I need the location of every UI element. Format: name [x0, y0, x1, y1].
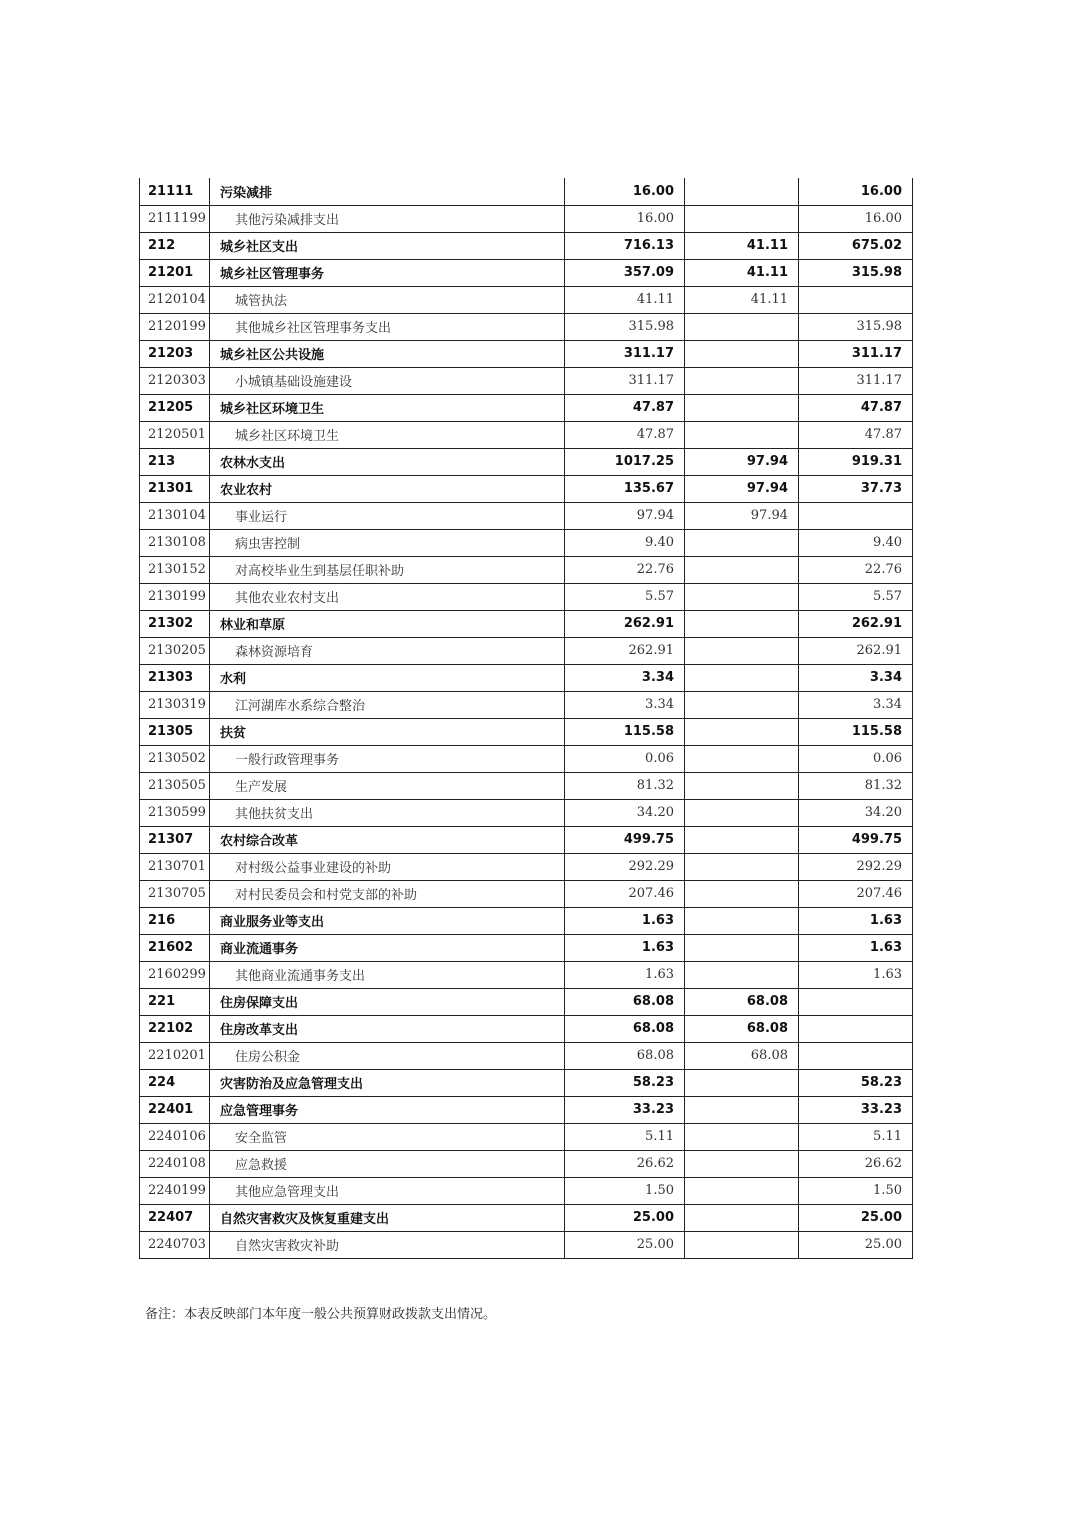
- cell-code: 22102: [140, 1015, 210, 1042]
- cell-name-text: 对村级公益事业建设的补助: [235, 861, 392, 876]
- cell-name-text: 城乡社区支出: [220, 240, 299, 255]
- cell-name-text: 事业运行: [235, 510, 288, 525]
- cell-basic: [685, 745, 799, 772]
- cell-basic: [685, 1069, 799, 1096]
- cell-total: 292.29: [565, 853, 685, 880]
- cell-basic: [685, 1150, 799, 1177]
- table-row: [140, 448, 913, 475]
- cell-name: [210, 448, 565, 475]
- cell-basic: [685, 826, 799, 853]
- cell-basic: [685, 799, 799, 826]
- cell-project: 1.63: [799, 934, 913, 961]
- table-row: [140, 907, 913, 934]
- cell-code: 216: [140, 907, 210, 934]
- cell-total: 1.50: [565, 1177, 685, 1204]
- cell-name-text: 自然灾害救灾补助: [235, 1239, 340, 1254]
- table-row: [140, 1096, 913, 1123]
- cell-total: 115.58: [565, 718, 685, 745]
- table-row: [140, 178, 913, 205]
- cell-name-text: 住房公积金: [235, 1050, 301, 1065]
- cell-name-text: 城乡社区公共设施: [220, 348, 325, 363]
- cell-basic: [685, 583, 799, 610]
- cell-project: 675.02: [799, 232, 913, 259]
- cell-name: [210, 691, 565, 718]
- cell-total: 81.32: [565, 772, 685, 799]
- cell-name-text: 小城镇基础设施建设: [235, 375, 353, 390]
- cell-total: 1.63: [565, 934, 685, 961]
- cell-code: 2120501: [140, 421, 210, 448]
- cell-total: 5.57: [565, 583, 685, 610]
- cell-total: 58.23: [565, 1069, 685, 1096]
- cell-name-text: 污染减排: [220, 185, 273, 201]
- cell-project: 292.29: [799, 853, 913, 880]
- table-row: [140, 1069, 913, 1096]
- cell-project: 499.75: [799, 826, 913, 853]
- cell-name: [210, 556, 565, 583]
- cell-project: 5.57: [799, 583, 913, 610]
- cell-code: 2130108: [140, 529, 210, 556]
- cell-name-text: 江河湖库水系综合整治: [235, 699, 366, 714]
- cell-total: 716.13: [565, 232, 685, 259]
- cell-project: 262.91: [799, 637, 913, 664]
- table-row: [140, 1042, 913, 1069]
- cell-code: 21305: [140, 718, 210, 745]
- table-row: [140, 259, 913, 286]
- cell-basic: [685, 907, 799, 934]
- cell-code: 21205: [140, 394, 210, 421]
- table-row: [140, 340, 913, 367]
- cell-name: [210, 745, 565, 772]
- cell-total: 311.17: [565, 340, 685, 367]
- cell-name-text: 水利: [220, 672, 247, 687]
- cell-name: [210, 799, 565, 826]
- table-row: [140, 502, 913, 529]
- cell-project: [799, 988, 913, 1015]
- cell-name-text: 城管执法: [235, 294, 288, 309]
- cell-name: [210, 853, 565, 880]
- cell-name: [210, 772, 565, 799]
- cell-project: [799, 502, 913, 529]
- cell-name-text: 一般行政管理事务: [235, 753, 340, 768]
- cell-basic: [685, 1204, 799, 1231]
- cell-basic: [685, 1231, 799, 1258]
- cell-project: [799, 1042, 913, 1069]
- cell-name: [210, 1096, 565, 1123]
- cell-name: [210, 1042, 565, 1069]
- cell-code: 21201: [140, 259, 210, 286]
- cell-total: 25.00: [565, 1204, 685, 1231]
- cell-name-text: 其他城乡社区管理事务支出: [235, 321, 392, 336]
- cell-project: 16.00: [799, 178, 913, 205]
- cell-total: 207.46: [565, 880, 685, 907]
- cell-name: [210, 637, 565, 664]
- cell-project: 315.98: [799, 313, 913, 340]
- cell-name: [210, 475, 565, 502]
- cell-name-text: 其他应急管理支出: [235, 1185, 340, 1200]
- cell-basic: 68.08: [685, 1015, 799, 1042]
- cell-name-text: 农村综合改革: [220, 834, 299, 849]
- cell-total: 26.62: [565, 1150, 685, 1177]
- cell-project: 9.40: [799, 529, 913, 556]
- cell-name-text: 其他商业流通事务支出: [235, 969, 366, 984]
- cell-basic: [685, 772, 799, 799]
- cell-project: 47.87: [799, 394, 913, 421]
- cell-name: [210, 259, 565, 286]
- cell-code: 224: [140, 1069, 210, 1096]
- table-row: [140, 313, 913, 340]
- cell-project: 207.46: [799, 880, 913, 907]
- cell-total: 34.20: [565, 799, 685, 826]
- cell-name-text: 农业农村: [220, 483, 273, 498]
- cell-basic: 41.11: [685, 286, 799, 313]
- cell-code: 22407: [140, 1204, 210, 1231]
- cell-name: [210, 1069, 565, 1096]
- cell-name-text: 城乡社区管理事务: [220, 267, 325, 282]
- cell-name: [210, 394, 565, 421]
- cell-name: [210, 988, 565, 1015]
- cell-total: 68.08: [565, 988, 685, 1015]
- cell-total: 68.08: [565, 1042, 685, 1069]
- cell-basic: [685, 637, 799, 664]
- table-row: [140, 799, 913, 826]
- cell-basic: 41.11: [685, 232, 799, 259]
- table-row: [140, 934, 913, 961]
- cell-total: 1017.25: [565, 448, 685, 475]
- cell-name: [210, 313, 565, 340]
- cell-code: 2130599: [140, 799, 210, 826]
- cell-total: 357.09: [565, 259, 685, 286]
- cell-project: 1.63: [799, 907, 913, 934]
- cell-name: [210, 1150, 565, 1177]
- cell-project: 81.32: [799, 772, 913, 799]
- cell-basic: [685, 961, 799, 988]
- cell-project: 311.17: [799, 367, 913, 394]
- cell-name-text: 其他污染减排支出: [235, 213, 340, 228]
- table-row: [140, 1123, 913, 1150]
- cell-project: 37.73: [799, 475, 913, 502]
- cell-basic: [685, 853, 799, 880]
- cell-basic: 97.94: [685, 502, 799, 529]
- cell-basic: 97.94: [685, 475, 799, 502]
- cell-total: 3.34: [565, 664, 685, 691]
- cell-total: 41.11: [565, 286, 685, 313]
- cell-code: 2120303: [140, 367, 210, 394]
- cell-total: 3.34: [565, 691, 685, 718]
- cell-name: [210, 880, 565, 907]
- cell-name-text: 扶贫: [220, 726, 247, 741]
- cell-total: 9.40: [565, 529, 685, 556]
- cell-code: 21303: [140, 664, 210, 691]
- cell-name-text: 病虫害控制: [235, 537, 301, 552]
- table-row: [140, 637, 913, 664]
- cell-code: 2130505: [140, 772, 210, 799]
- cell-code: 2130152: [140, 556, 210, 583]
- cell-basic: [685, 529, 799, 556]
- cell-name: [210, 286, 565, 313]
- cell-project: 3.34: [799, 691, 913, 718]
- cell-project: 315.98: [799, 259, 913, 286]
- cell-project: 33.23: [799, 1096, 913, 1123]
- cell-name: [210, 421, 565, 448]
- cell-project: 34.20: [799, 799, 913, 826]
- cell-name: [210, 367, 565, 394]
- cell-project: 919.31: [799, 448, 913, 475]
- cell-code: 2240108: [140, 1150, 210, 1177]
- cell-name-text: 商业服务业等支出: [220, 915, 325, 930]
- table-row: [140, 421, 913, 448]
- cell-total: 97.94: [565, 502, 685, 529]
- cell-name: [210, 1015, 565, 1042]
- cell-project: 58.23: [799, 1069, 913, 1096]
- cell-name: [210, 961, 565, 988]
- table-row: [140, 772, 913, 799]
- table-row: [140, 664, 913, 691]
- table-row: [140, 718, 913, 745]
- cell-basic: [685, 1123, 799, 1150]
- cell-name: [210, 664, 565, 691]
- cell-basic: [685, 934, 799, 961]
- cell-name-text: 对村民委员会和村党支部的补助: [235, 888, 418, 903]
- cell-code: 21203: [140, 340, 210, 367]
- cell-name: [210, 934, 565, 961]
- cell-name: [210, 205, 565, 232]
- cell-code: 21307: [140, 826, 210, 853]
- cell-code: 2130502: [140, 745, 210, 772]
- cell-name-text: 对高校毕业生到基层任职补助: [235, 564, 405, 579]
- cell-total: 262.91: [565, 637, 685, 664]
- cell-total: 68.08: [565, 1015, 685, 1042]
- table-row: [140, 691, 913, 718]
- cell-basic: [685, 205, 799, 232]
- cell-total: 16.00: [565, 205, 685, 232]
- cell-name: [210, 502, 565, 529]
- cell-basic: [685, 718, 799, 745]
- table-row: [140, 826, 913, 853]
- cell-name-text: 城乡社区环境卫生: [235, 429, 340, 444]
- cell-code: 2130104: [140, 502, 210, 529]
- cell-name: [210, 529, 565, 556]
- table-row: [140, 745, 913, 772]
- cell-total: 135.67: [565, 475, 685, 502]
- table-row: [140, 556, 913, 583]
- cell-name: [210, 232, 565, 259]
- cell-basic: [685, 880, 799, 907]
- cell-name-text: 其他农业农村支出: [235, 591, 340, 606]
- table-row: [140, 529, 913, 556]
- cell-code: 2120104: [140, 286, 210, 313]
- cell-name-text: 林业和草原: [220, 618, 286, 633]
- table-row: [140, 1177, 913, 1204]
- cell-total: 16.00: [565, 178, 685, 205]
- cell-name-text: 住房保障支出: [220, 996, 299, 1011]
- cell-basic: 97.94: [685, 448, 799, 475]
- cell-name-text: 其他扶贫支出: [235, 807, 314, 822]
- table-row: [140, 367, 913, 394]
- table-row: [140, 1150, 913, 1177]
- cell-name: [210, 1123, 565, 1150]
- cell-total: 262.91: [565, 610, 685, 637]
- cell-name-text: 城乡社区环境卫生: [220, 402, 325, 417]
- table-row: [140, 988, 913, 1015]
- cell-project: 25.00: [799, 1231, 913, 1258]
- cell-basic: [685, 340, 799, 367]
- cell-name: [210, 583, 565, 610]
- cell-total: 47.87: [565, 394, 685, 421]
- cell-code: 2160299: [140, 961, 210, 988]
- cell-project: 26.62: [799, 1150, 913, 1177]
- cell-basic: [685, 664, 799, 691]
- cell-code: 2240106: [140, 1123, 210, 1150]
- cell-code: 2120199: [140, 313, 210, 340]
- cell-name: [210, 718, 565, 745]
- cell-name-text: 生产发展: [235, 780, 288, 795]
- cell-project: 115.58: [799, 718, 913, 745]
- cell-name: [210, 178, 565, 205]
- cell-code: 221: [140, 988, 210, 1015]
- cell-basic: 68.08: [685, 988, 799, 1015]
- cell-code: 2111199: [140, 205, 210, 232]
- table-note: 备注：本表反映部门本年度一般公共预算财政拨款支出情况。: [145, 1307, 497, 1322]
- cell-code: 2240703: [140, 1231, 210, 1258]
- cell-project: 311.17: [799, 340, 913, 367]
- cell-total: 315.98: [565, 313, 685, 340]
- cell-name: [210, 1231, 565, 1258]
- cell-project: 1.50: [799, 1177, 913, 1204]
- table-row: [140, 394, 913, 421]
- cell-code: 2240199: [140, 1177, 210, 1204]
- cell-name-text: 农林水支出: [220, 456, 286, 471]
- cell-code: 22401: [140, 1096, 210, 1123]
- cell-name: [210, 1204, 565, 1231]
- cell-basic: [685, 367, 799, 394]
- cell-total: 499.75: [565, 826, 685, 853]
- table-row: [140, 880, 913, 907]
- cell-project: 1.63: [799, 961, 913, 988]
- cell-code: 212: [140, 232, 210, 259]
- cell-total: 0.06: [565, 745, 685, 772]
- cell-name: [210, 340, 565, 367]
- cell-total: 47.87: [565, 421, 685, 448]
- cell-name: [210, 907, 565, 934]
- table-row: [140, 1231, 913, 1258]
- cell-basic: [685, 394, 799, 421]
- cell-project: [799, 286, 913, 313]
- cell-code: 21301: [140, 475, 210, 502]
- cell-basic: 41.11: [685, 259, 799, 286]
- cell-name: [210, 1177, 565, 1204]
- table-row: [140, 610, 913, 637]
- cell-name-text: 应急管理事务: [220, 1104, 299, 1119]
- cell-basic: 68.08: [685, 1042, 799, 1069]
- cell-project: 262.91: [799, 610, 913, 637]
- cell-total: 311.17: [565, 367, 685, 394]
- cell-basic: [685, 313, 799, 340]
- cell-total: 1.63: [565, 961, 685, 988]
- table-body: [140, 178, 913, 1258]
- cell-name-text: 应急救援: [235, 1158, 288, 1173]
- cell-code: 2130205: [140, 637, 210, 664]
- cell-name: [210, 610, 565, 637]
- table-row: [140, 1204, 913, 1231]
- cell-total: 5.11: [565, 1123, 685, 1150]
- cell-total: 1.63: [565, 907, 685, 934]
- cell-name-text: 安全监管: [235, 1131, 288, 1146]
- cell-code: 2130199: [140, 583, 210, 610]
- cell-project: 22.76: [799, 556, 913, 583]
- budget-table: [139, 178, 913, 1259]
- cell-code: 2130705: [140, 880, 210, 907]
- cell-basic: [685, 610, 799, 637]
- table-row: [140, 205, 913, 232]
- cell-basic: [685, 178, 799, 205]
- cell-total: 22.76: [565, 556, 685, 583]
- table-row: [140, 583, 913, 610]
- cell-basic: [685, 421, 799, 448]
- cell-project: 5.11: [799, 1123, 913, 1150]
- table-row: [140, 475, 913, 502]
- table-row: [140, 286, 913, 313]
- cell-code: 21111: [140, 178, 210, 205]
- table-row: [140, 1015, 913, 1042]
- table-row: [140, 961, 913, 988]
- cell-basic: [685, 1177, 799, 1204]
- cell-basic: [685, 691, 799, 718]
- cell-name-text: 灾害防治及应急管理支出: [220, 1077, 364, 1092]
- cell-code: 21602: [140, 934, 210, 961]
- cell-name: [210, 826, 565, 853]
- cell-total: 25.00: [565, 1231, 685, 1258]
- cell-code: 213: [140, 448, 210, 475]
- cell-name-text: 住房改革支出: [220, 1023, 299, 1038]
- cell-basic: [685, 556, 799, 583]
- cell-project: 0.06: [799, 745, 913, 772]
- cell-name-text: 自然灾害救灾及恢复重建支出: [220, 1212, 390, 1227]
- cell-total: 33.23: [565, 1096, 685, 1123]
- cell-name-text: 商业流通事务: [220, 942, 299, 957]
- cell-code: 2210201: [140, 1042, 210, 1069]
- cell-project: 3.34: [799, 664, 913, 691]
- table-row: [140, 853, 913, 880]
- cell-name-text: 森林资源培育: [235, 645, 314, 660]
- cell-project: 47.87: [799, 421, 913, 448]
- cell-project: [799, 1015, 913, 1042]
- table-row: [140, 232, 913, 259]
- cell-code: 21302: [140, 610, 210, 637]
- cell-basic: [685, 1096, 799, 1123]
- cell-project: 16.00: [799, 205, 913, 232]
- cell-code: 2130319: [140, 691, 210, 718]
- cell-project: 25.00: [799, 1204, 913, 1231]
- cell-code: 2130701: [140, 853, 210, 880]
